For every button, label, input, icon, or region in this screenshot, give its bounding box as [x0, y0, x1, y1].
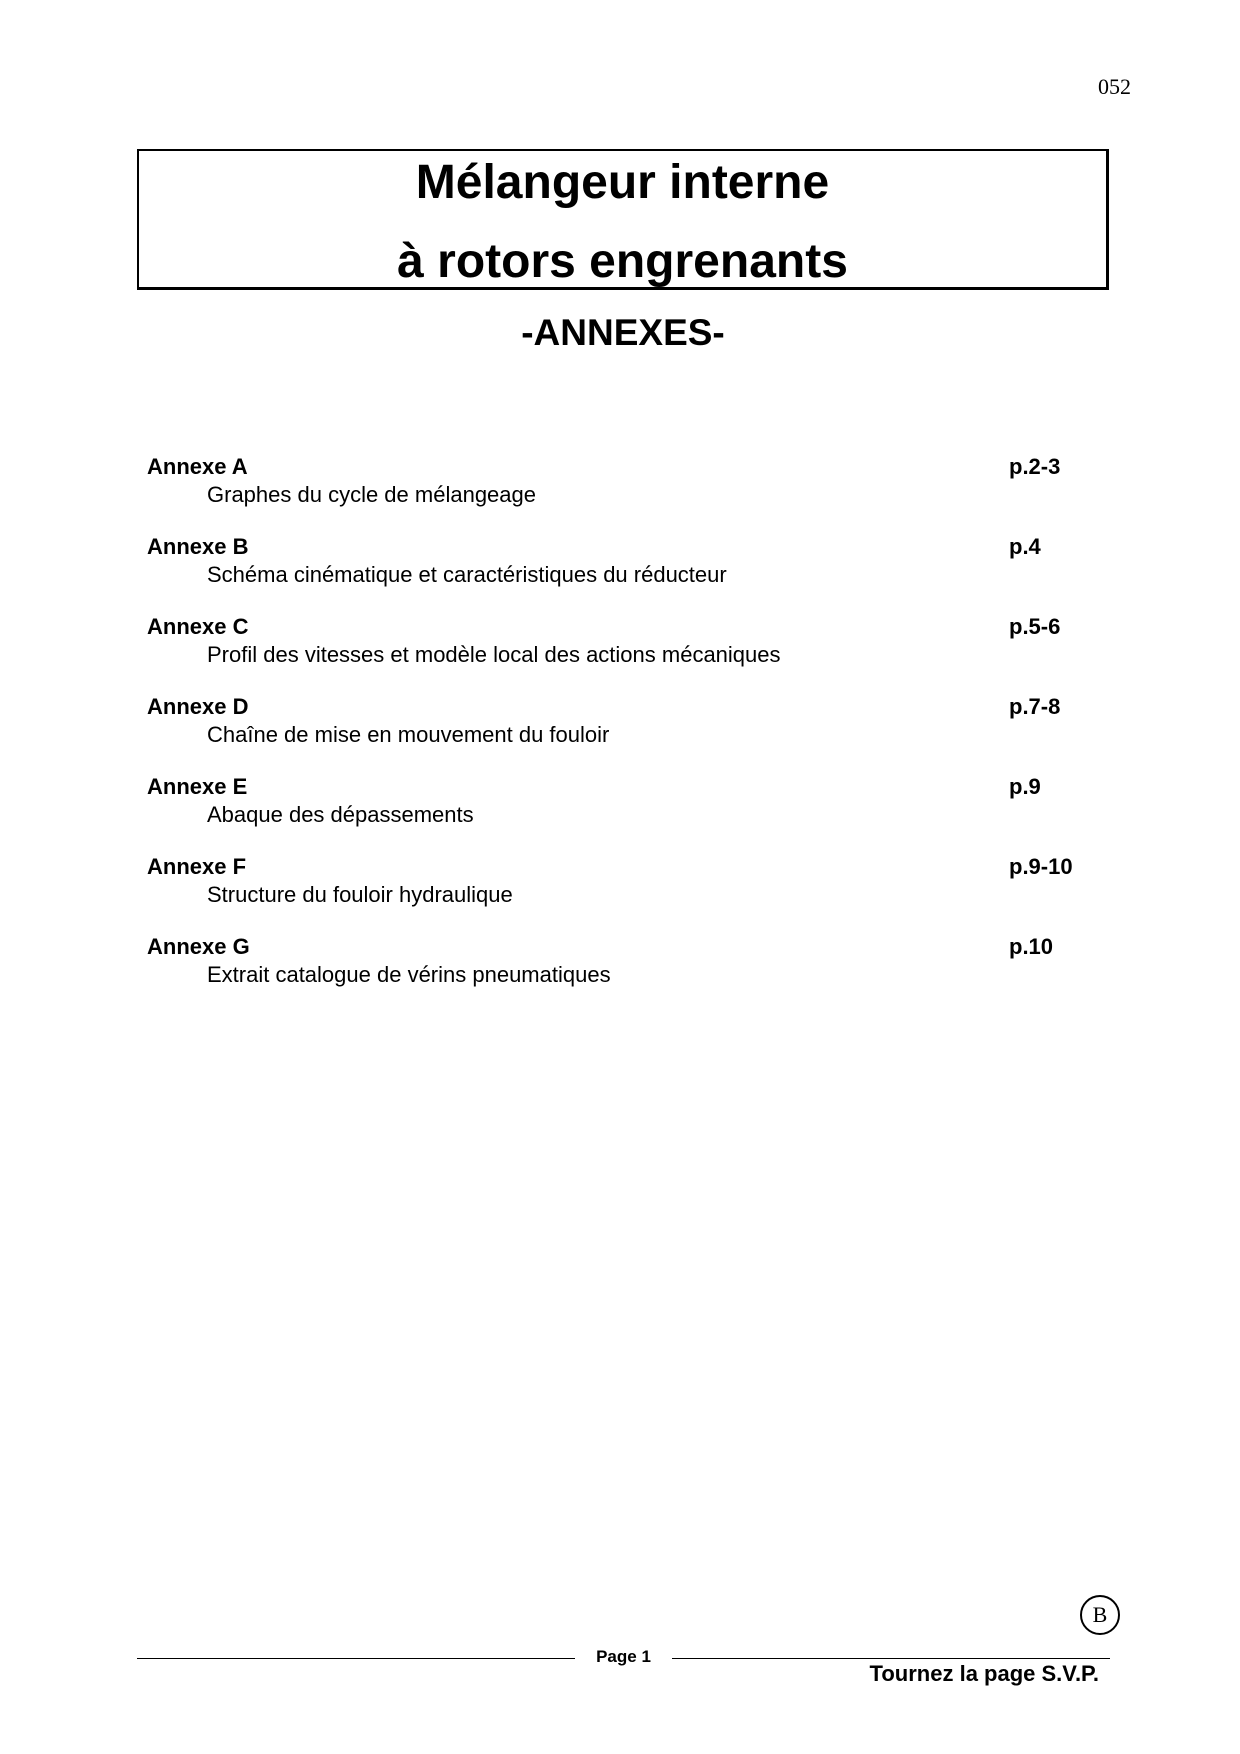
toc-item-annexe-c [147, 613, 1097, 693]
toc-item-pages: p.9-10 [1009, 854, 1073, 879]
annex-table-of-contents [147, 453, 1097, 1013]
toc-item-label: Annexe C [147, 614, 249, 639]
toc-item-description: Profil des vitesses et modèle local des actions mécaniques [207, 642, 781, 667]
annexes-heading: -ANNEXES- [521, 312, 725, 353]
toc-item-description: Structure du fouloir hydraulique [207, 882, 513, 907]
page-number: Page 1 [596, 1647, 651, 1666]
toc-item-pages: p.7-8 [1009, 694, 1061, 719]
toc-item-label: Annexe E [147, 774, 248, 799]
title-box [137, 149, 1109, 290]
toc-item-annexe-b [147, 533, 1097, 613]
toc-item-label: Annexe G [147, 934, 250, 959]
toc-item-annexe-g [147, 933, 1097, 1013]
toc-item-label: Annexe F [147, 854, 247, 879]
toc-item-annexe-a [147, 453, 1097, 533]
toc-item-description: Schéma cinématique et caractéristiques du réducteur [207, 562, 727, 587]
footer-rule-left [137, 1658, 575, 1659]
toc-item-description: Chaîne de mise en mouvement du fouloir [207, 722, 610, 747]
footer-rule-right [672, 1658, 1110, 1659]
toc-item-annexe-e [147, 773, 1097, 853]
toc-item-label: Annexe B [147, 534, 249, 559]
toc-item-label: Annexe A [147, 454, 248, 479]
document-number: 052 [1098, 74, 1131, 99]
title-line-1: Mélangeur interne [415, 156, 830, 209]
toc-item-label: Annexe D [147, 694, 249, 719]
toc-item-pages: p.9 [1009, 774, 1041, 799]
title-line-2: à rotors engrenants [397, 235, 848, 288]
toc-item-pages: p.2-3 [1009, 454, 1061, 479]
toc-item-description: Extrait catalogue de vérins pneumatiques [207, 962, 611, 987]
toc-item-pages: p.4 [1009, 534, 1041, 559]
circled-letter-mark: B [1080, 1595, 1120, 1635]
toc-item-annexe-d [147, 693, 1097, 773]
toc-item-pages: p.5-6 [1009, 614, 1061, 639]
toc-item-description: Abaque des dépassements [207, 802, 474, 827]
toc-item-annexe-f [147, 853, 1097, 933]
turn-page-note: Tournez la page S.V.P. [869, 1661, 1099, 1686]
toc-item-description: Graphes du cycle de mélangeage [207, 482, 536, 507]
toc-item-pages: p.10 [1009, 934, 1054, 959]
